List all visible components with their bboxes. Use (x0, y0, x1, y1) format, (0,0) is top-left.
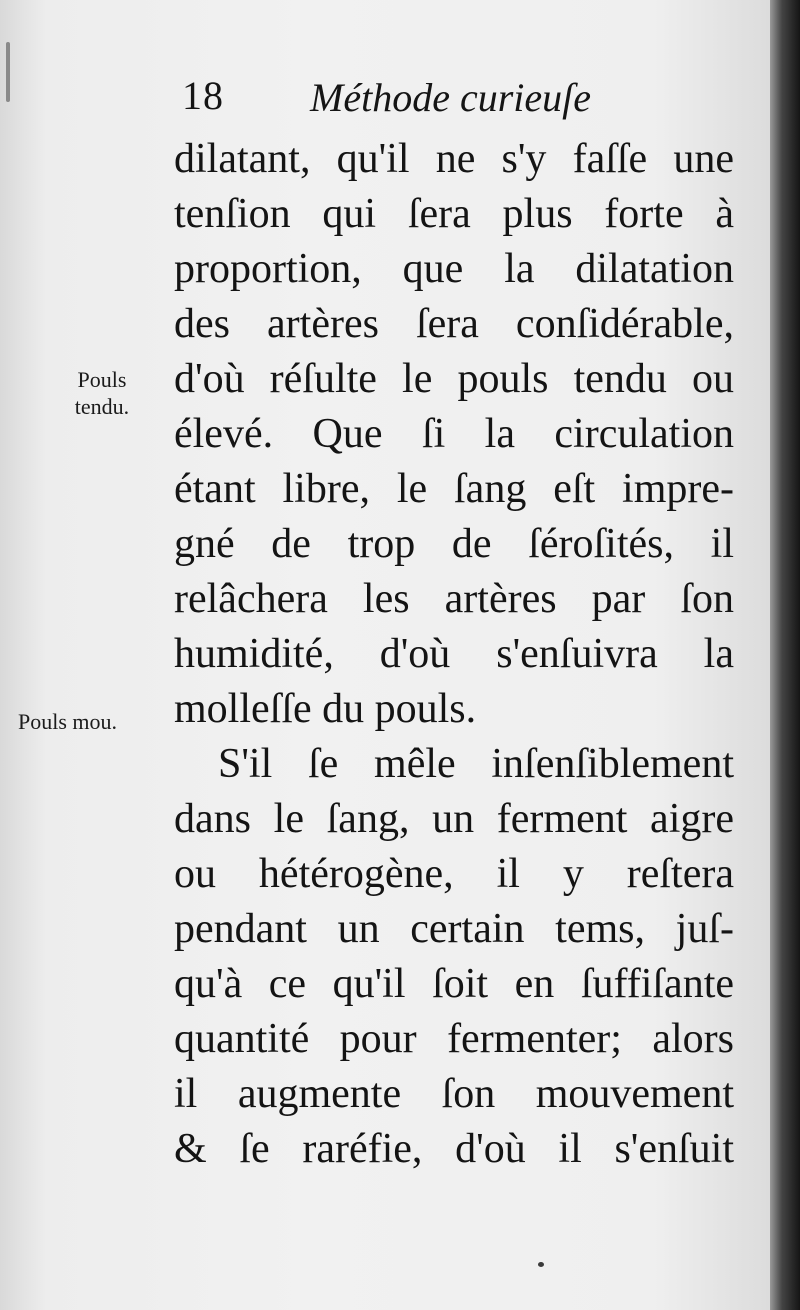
text-line: proportion, que la dilatation (174, 246, 734, 292)
text-line: & ſe raréfie, d'où il s'enſuit (174, 1126, 734, 1172)
text-line: il augmente ſon mouvement (174, 1071, 734, 1117)
running-title: Méthode curieuſe (310, 75, 591, 120)
marginal-note-pouls-tendu: Pouls tendu. (74, 367, 130, 419)
text-line: gné de trop de ſéroſités, il (174, 521, 734, 567)
text-line: des artères ſera conſidérable, (174, 301, 734, 347)
text-line: dilatant, qu'il ne s'y faſſe une (174, 136, 734, 182)
text-line: S'il ſe mêle inſenſiblement (218, 741, 734, 787)
paper-edge-mark (6, 42, 10, 102)
page-edge-shadow (770, 0, 800, 1310)
paper-speck (538, 1262, 544, 1267)
text-line: dans le ſang, un ferment aigre (174, 796, 734, 842)
text-line: molleſſe du pouls. (174, 686, 477, 732)
marginal-note-pouls-mou: Pouls mou. (18, 709, 118, 734)
text-line: relâchera les artères par ſon (174, 576, 734, 622)
text-line: quantité pour fermenter; alors (174, 1016, 734, 1062)
text-line: élevé. Que ſi la circulation (174, 411, 734, 457)
page-number: 18 (182, 73, 224, 118)
text-line: qu'à ce qu'il ſoit en ſuffiſante (174, 961, 734, 1007)
text-line: étant libre, le ſang eſt impre- (174, 466, 734, 512)
body-text (174, 132, 734, 1177)
text-line: pendant un certain tems, juſ- (174, 906, 734, 952)
text-line: tenſion qui ſera plus forte à (174, 191, 734, 237)
text-line: humidité, d'où s'enſuivra la (174, 631, 734, 677)
text-line: d'où réſulte le pouls tendu ou (174, 356, 734, 402)
page-header (182, 72, 642, 128)
text-line: ou hétérogène, il y reſtera (174, 851, 734, 897)
